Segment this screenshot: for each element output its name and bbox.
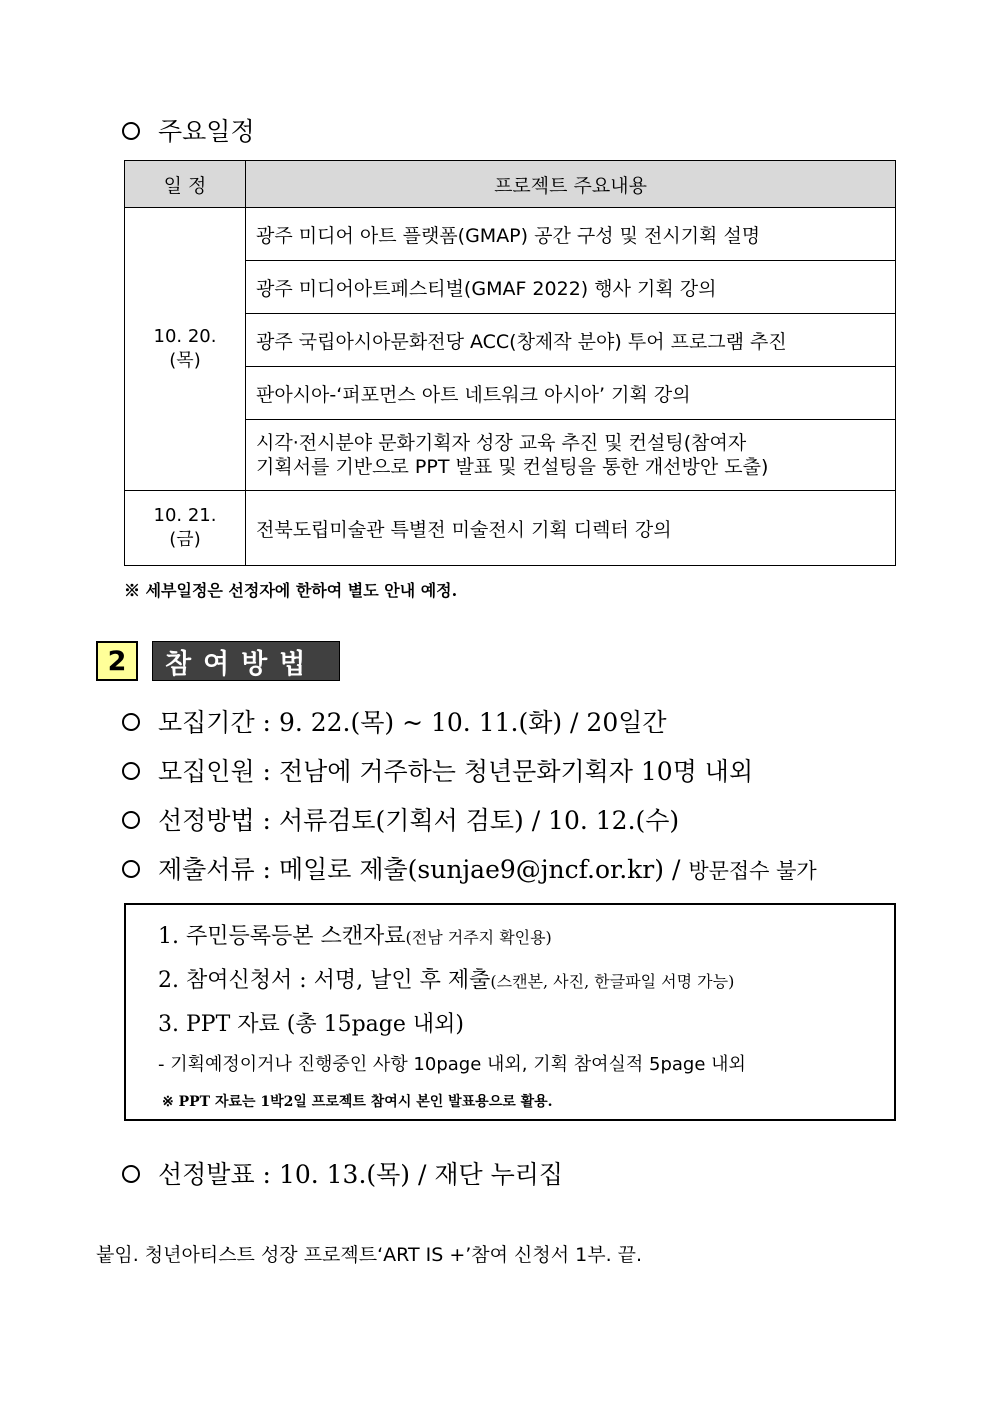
schedule-item: 광주 미디어아트페스티벌(GMAF 2022) 행사 기획 강의 — [246, 261, 896, 314]
table-row — [125, 491, 896, 566]
section-number: 2 — [96, 641, 138, 681]
table-header-row — [125, 161, 896, 208]
schedule-note: ※ 세부일정은 선정자에 한하여 별도 안내 예정. — [124, 581, 458, 600]
document-footnote: ※ PPT 자료는 1박2일 프로젝트 참여시 본인 발표용으로 활용. — [162, 1094, 553, 1110]
announcement-row: 선정발표 : 10. 13.(목) / 재단 누리집 — [122, 1155, 563, 1191]
info-row: 제출서류 : 메일로 제출(sunjae9@jncf.or.kr) / 방문접수 불가 — [122, 850, 817, 886]
circle-bullet-icon — [122, 811, 140, 829]
document-detail: - 기획예정이거나 진행중인 사항 10page 내외, 기획 참여실적 5page 내외 — [158, 1054, 746, 1075]
section-title: 참여방법 — [152, 641, 340, 681]
info-row: 모집기간 : 9. 22.(목) ~ 10. 11.(화) / 20일간 — [122, 703, 667, 739]
section-badge — [96, 641, 340, 681]
schedule-item: 광주 미디어 아트 플랫폼(GMAP) 공간 구성 및 전시기획 설명 — [246, 208, 896, 261]
info-row: 선정방법 : 서류검토(기획서 검토) / 10. 12.(수) — [122, 801, 679, 837]
document-item: 3. PPT 자료 (총 15page 내외) — [158, 1012, 464, 1037]
schedule-heading: 주요일정 — [122, 112, 255, 148]
schedule-item: 광주 국립아시아문화전당 ACC(창제작 분야) 투어 프로그램 추진 — [246, 314, 896, 367]
circle-bullet-icon — [122, 1165, 140, 1183]
info-row: 모집인원 : 전남에 거주하는 청년문화기획자 10명 내외 — [122, 752, 753, 788]
schedule-table — [124, 160, 896, 566]
circle-bullet-icon — [122, 762, 140, 780]
attachment-line: 붙임. 청년아티스트 성장 프로젝트‘ART IS +’참여 신청서 1부. 끝. — [96, 1244, 643, 1266]
date-cell: 10. 20. (목) — [125, 208, 246, 491]
circle-bullet-icon — [122, 713, 140, 731]
header-date: 일 정 — [125, 161, 246, 208]
schedule-item: 시각·전시분야 문화기획자 성장 교육 추진 및 컨설팅(참여자 기획서를 기반으로 PPT 발표 및 컨설팅을 통한 개선방안 도출) — [246, 420, 896, 491]
document-item: 2. 참여신청서 : 서명, 날인 후 제출(스캔본, 사진, 한글파일 서명 가능) — [158, 968, 735, 993]
table-row — [125, 208, 896, 261]
schedule-item: 판아시아-‘퍼포먼스 아트 네트워크 아시아’ 기획 강의 — [246, 367, 896, 420]
header-content: 프로젝트 주요내용 — [246, 161, 896, 208]
documents-box — [124, 903, 896, 1121]
schedule-item: 전북도립미술관 특별전 미술전시 기획 디렉터 강의 — [246, 491, 896, 566]
date-cell: 10. 21. (금) — [125, 491, 246, 566]
circle-bullet-icon — [122, 122, 140, 140]
circle-bullet-icon — [122, 860, 140, 878]
document-item: 1. 주민등록등본 스캔자료(전남 거주지 확인용) — [158, 924, 552, 949]
